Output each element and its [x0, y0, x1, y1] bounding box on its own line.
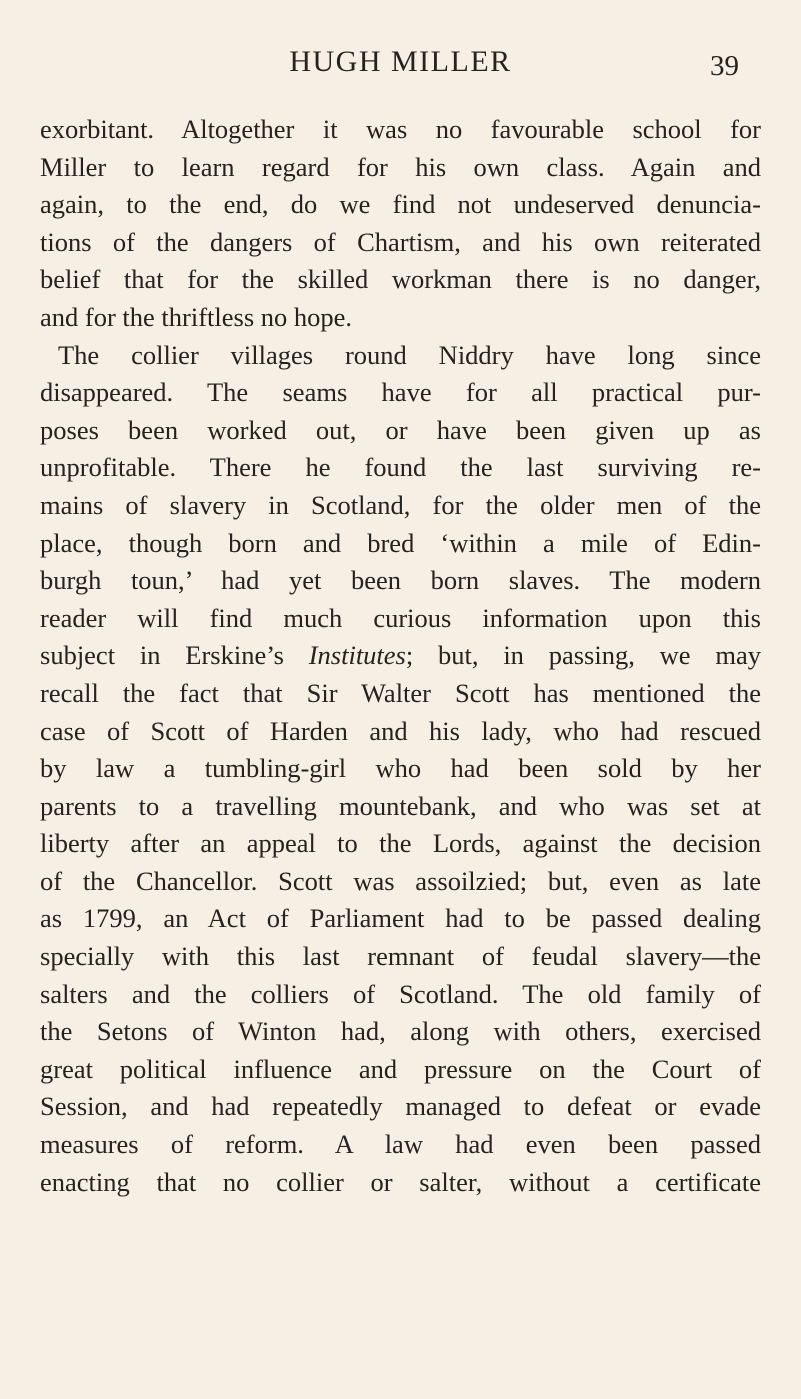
text-segment: ; but, in passing, we may: [405, 640, 761, 671]
text-line: reader will find much curious information upon this: [40, 602, 761, 633]
text-line: recall the fact that Sir Walter Scott has mentioned the: [40, 677, 761, 708]
body-text: [40, 111, 761, 1201]
text-line: great political influence and pressure on the Court of: [40, 1053, 761, 1084]
text-line: Session, and had repeatedly managed to defeat or evade: [40, 1091, 761, 1122]
text-line: Miller to learn regard for his own class. Again and: [40, 151, 761, 182]
book-title-institutes: Institutes: [308, 640, 406, 671]
text-line: case of Scott of Harden and his lady, who had rescued: [40, 715, 761, 746]
text-line: disappeared. The seams have for all practical pur-: [40, 377, 761, 408]
running-head-title: HUGH MILLER: [289, 45, 512, 78]
text-line: enacting that no collier or salter, without a certificate: [40, 1166, 761, 1197]
text-line: specially with this last remnant of feudal slavery—the: [40, 941, 761, 972]
text-line: measures of reform. A law had even been passed: [40, 1129, 761, 1160]
text-line-paragraph-start: The collier villages round Niddry have long since: [58, 339, 761, 370]
text-line: tions of the dangers of Chartism, and his own reiterated: [40, 226, 761, 257]
text-line: by law a tumbling-girl who had been sold by her: [40, 753, 761, 784]
text-line: as 1799, an Act of Parliament had to be passed dealing: [40, 903, 761, 934]
text-line: burgh toun,’ had yet been born slaves. The modern: [40, 565, 761, 596]
text-line: unprofitable. There he found the last surviving re-: [40, 452, 761, 483]
page-number: 39: [710, 50, 739, 82]
text-line: of the Chancellor. Scott was assoilzied; but, even as late: [40, 865, 761, 896]
text-line-paragraph-end: and for the thriftless no hope.: [40, 301, 353, 332]
text-line: belief that for the skilled workman there is no danger,: [40, 264, 761, 295]
text-line: exorbitant. Altogether it was no favourable school for: [40, 114, 761, 144]
text-line: mains of slavery in Scotland, for the older men of the: [40, 489, 761, 520]
text-line: poses been worked out, or have been given up as: [40, 414, 761, 445]
text-line-with-italic: [40, 637, 761, 675]
running-head: [0, 44, 801, 84]
text-segment: subject in Erskine’s: [40, 640, 309, 671]
text-line: again, to the end, do we find not undeserved denuncia-: [40, 189, 761, 220]
text-line: liberty after an appeal to the Lords, against the decision: [40, 828, 761, 859]
text-line: parents to a travelling mountebank, and who was set at: [40, 790, 761, 821]
text-line: place, though born and bred ‘within a mile of Edin-: [40, 527, 761, 558]
text-line: the Setons of Winton had, along with others, exercised: [40, 1016, 761, 1047]
text-line: salters and the colliers of Scotland. The old family of: [40, 978, 761, 1009]
